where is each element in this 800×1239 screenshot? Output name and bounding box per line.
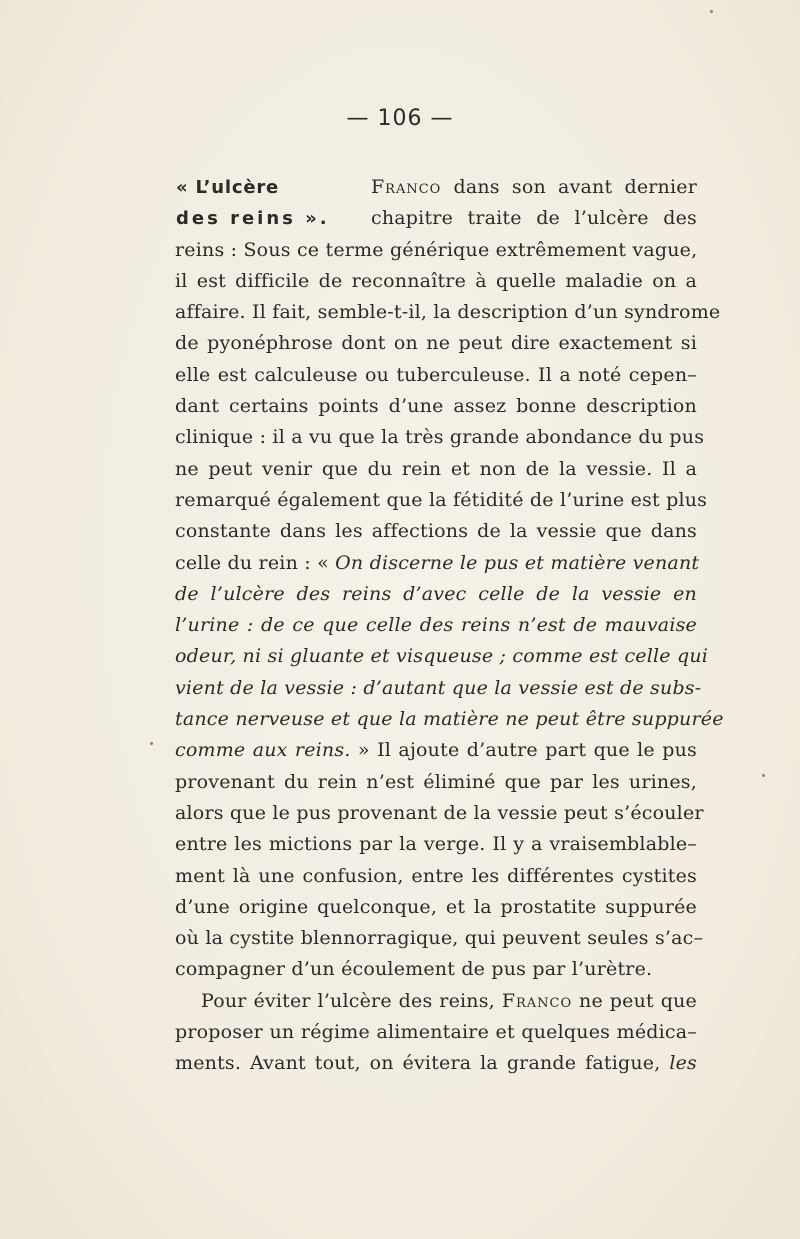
text-line: proposer un régime alimentaire et quelques médica– <box>175 1021 697 1044</box>
text-fragment: Pour éviter l’ulcère des reins, <box>201 989 502 1012</box>
text-line: dant certains points d’une assez bonne description <box>175 395 697 418</box>
text-fragment: celle du rein : « <box>175 551 336 574</box>
page-number: — 106 — <box>346 106 454 131</box>
text-line: clinique : il a vu que la très grande abondance du pus <box>175 426 705 449</box>
text-fragment: » Il ajoute d’autre part que le pus <box>350 739 697 762</box>
quote-line <box>175 610 697 641</box>
text-line <box>175 1048 697 1079</box>
text-line: d’une origine quelconque, et la prostatite suppurée <box>175 895 697 918</box>
text-line: provenant du rein n’est éliminé que par les urines, <box>175 770 697 793</box>
text-line: affaire. Il fait, semble-t-il, la description d’un syndrome <box>175 301 721 324</box>
text-line <box>175 735 697 766</box>
author-name: Franco <box>371 176 442 198</box>
text-line <box>175 172 697 203</box>
text-fragment: ments. Avant tout, on évitera la grande fatigue, <box>175 1052 670 1075</box>
text-line <box>175 548 700 579</box>
text-line: alors que le pus provenant de la vessie peut s’écouler <box>175 801 704 824</box>
quote-fragment: vient de la vessie : d’autant que la vessie est de subs- <box>175 676 702 699</box>
margin-heading-line-1: « L’ulcère <box>176 177 280 198</box>
text-line: ment là une confusion, entre les différentes cystites <box>175 864 697 887</box>
text-line: constante dans les affections de la vessie que dans <box>175 520 697 543</box>
quote-fragment: les <box>669 1052 697 1075</box>
text-line <box>175 986 697 1017</box>
author-name: Franco <box>501 989 573 1012</box>
paper-speck <box>762 774 765 777</box>
text-line: ne peut venir que du rein et non de la vessie. Il a <box>175 457 697 480</box>
text-fragment: ne peut que <box>572 989 697 1012</box>
quote-fragment: odeur, ni si gluante et visqueuse ; comme est celle qui <box>175 645 709 668</box>
text-line: remarqué également que la fétidité de l’urine est plus <box>175 488 708 511</box>
paper-speck <box>150 742 153 745</box>
text-line: chapitre traite de l’ulcère des <box>371 207 697 230</box>
quote-fragment: comme aux reins. <box>175 739 351 762</box>
quote-line <box>175 704 724 735</box>
quote-fragment: tance nerveuse et que la matière ne peut être suppurée <box>175 708 724 731</box>
body-text <box>175 172 724 1080</box>
quote-line <box>175 579 697 610</box>
text-line: entre les mictions par la verge. Il y a vraisemblable– <box>175 833 697 856</box>
text-line: où la cystite blennorragique, qui peuvent seules s’ac– <box>175 927 704 950</box>
quote-line <box>175 673 702 704</box>
text-line: il est difficile de reconnaître à quelle maladie on a <box>175 269 697 292</box>
quote-fragment: l’urine : de ce que celle des reins n’est de mauvaise <box>175 614 697 637</box>
quote-line <box>175 641 709 672</box>
text-line: compagner d’un écoulement de pus par l’urètre. <box>175 958 653 981</box>
text-line: elle est calculeuse ou tuberculeuse. Il a noté cepen– <box>175 363 697 386</box>
quote-fragment: de l’ulcère des reins d’avec celle de la vessie en <box>175 582 697 605</box>
text-line: reins : Sous ce terme générique extrêmement vague, <box>175 238 698 261</box>
text-fragment: dans son avant dernier <box>441 176 697 198</box>
margin-heading-line-2: des reins ». <box>176 208 330 229</box>
text-line: de pyonéphrose dont on ne peut dire exactement si <box>175 332 697 355</box>
quote-fragment: On discerne le pus et matière venant <box>335 551 700 574</box>
paper-speck <box>710 10 713 13</box>
